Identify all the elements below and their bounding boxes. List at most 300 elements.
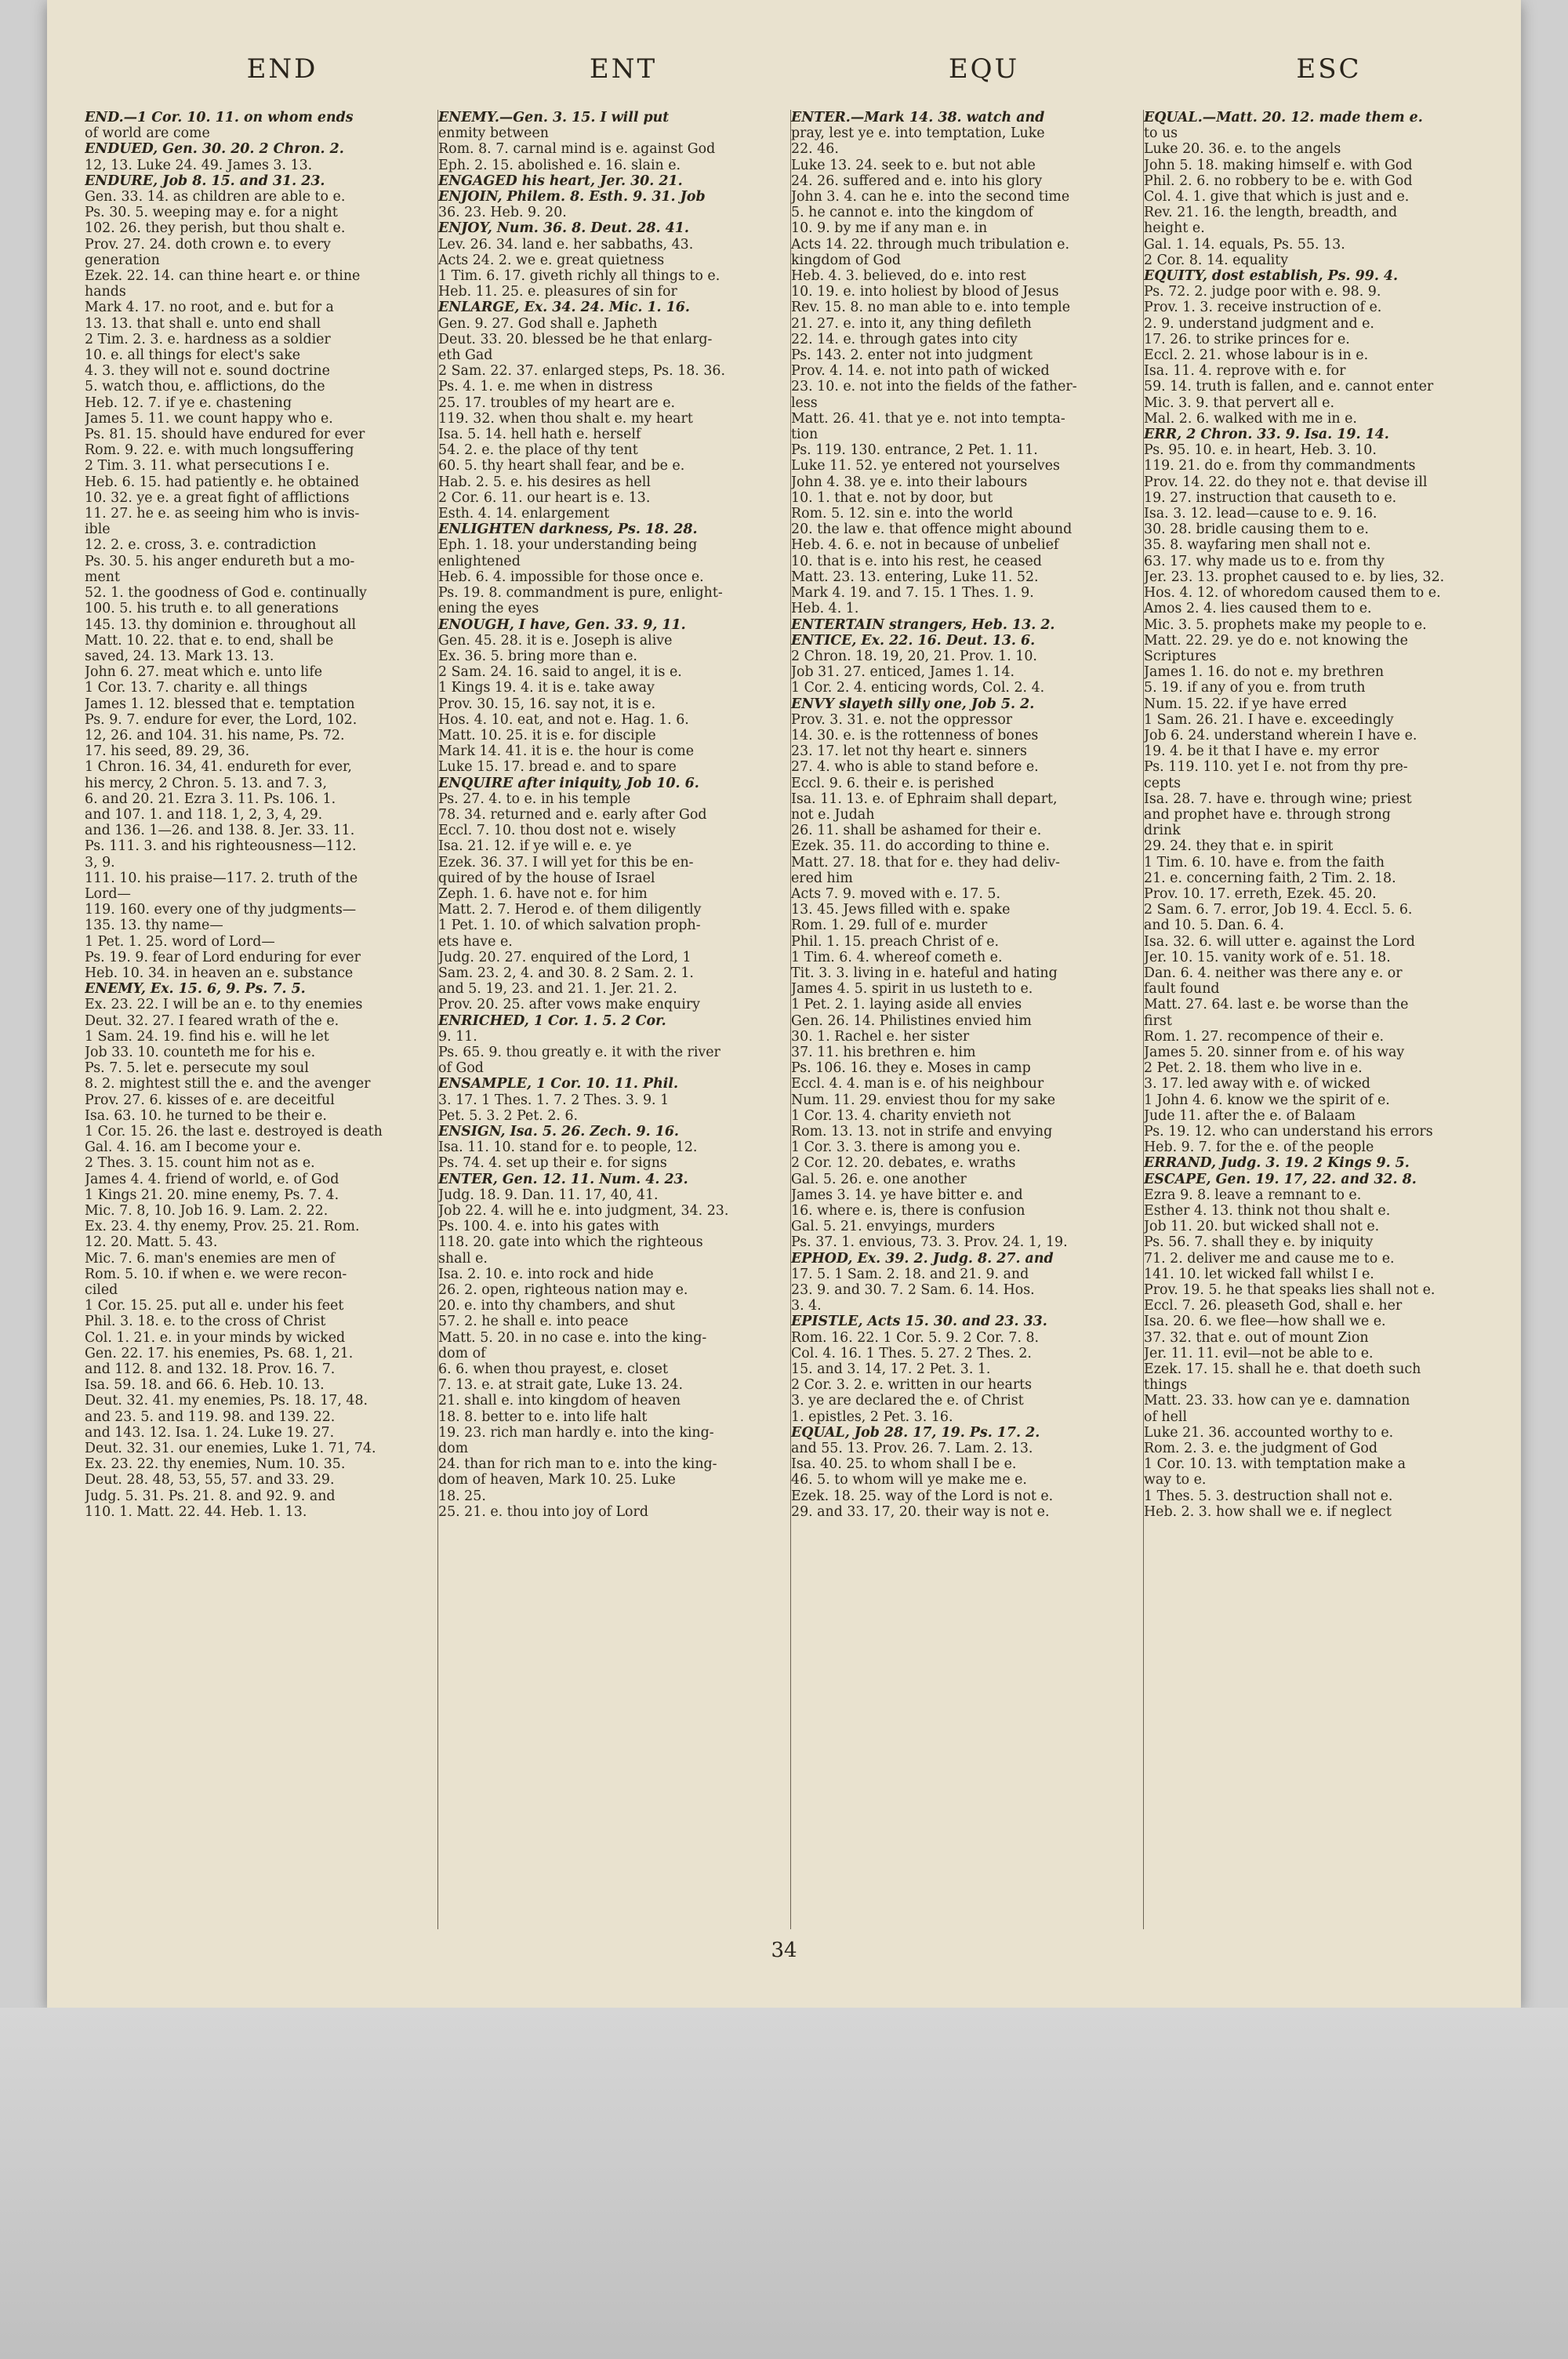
entry-line: Prov. 30. 15, 16. say not, it is e. (438, 696, 656, 712)
entry-line: way to e. (1144, 1472, 1207, 1488)
entry-line: 25. 17. troubles of my heart are e. (438, 394, 676, 411)
entry-line: Rom. 9. 22. e. with much longsuffering (85, 442, 354, 459)
entry-line: 1 Chron. 16. 34, 41. endureth for ever, (85, 759, 352, 776)
entry-line: Heb. 6. 15. had patiently e. he obtained (85, 474, 360, 490)
entry-line: Job 22. 4. will he e. into judgment, 34. 23. (438, 1203, 729, 1219)
entry-line: Mark 4. 17. no root, and e. but for a (85, 300, 334, 316)
entry-line: Prov. 4. 14. e. not into path of wicked (791, 363, 1050, 380)
entry-line: Isa. 3. 12. lead—cause to e. 9. 16. (1144, 506, 1377, 522)
entry-line: and 5. 19, 23. and 21. 1. Jer. 21. 2. (438, 981, 677, 998)
entry-line: 2 Sam. 24. 16. said to angel, it is e. (438, 664, 682, 681)
entry-line: 46. 5. to whom will ye make me e. (791, 1472, 1027, 1488)
entry-line: ENOUGH, I have, Gen. 33. 9, 11. (438, 616, 686, 633)
entry-line: Hab. 2. 5. e. his desires as hell (438, 474, 651, 490)
entry-line: Luke 15. 17. bread e. and to spare (438, 759, 677, 776)
entry-line: James 1. 16. do not e. my brethren (1144, 664, 1385, 681)
entry-line: ered him (791, 870, 853, 886)
entry-line: Gen. 22. 17. his enemies, Ps. 68. 1, 21. (85, 1345, 354, 1361)
entry-line: Isa. 11. 10. stand for e. to people, 12. (438, 1140, 698, 1156)
entry-line: Heb. 12. 7. if ye e. chastening (85, 394, 292, 411)
entry-line: Gal. 1. 14. equals, Ps. 55. 13. (1144, 236, 1345, 253)
entry-line: Isa. 11. 4. reprove with e. for (1144, 363, 1346, 380)
entry-line: 2 Chron. 18. 19, 20, 21. Prov. 1. 10. (791, 648, 1037, 664)
entry-line: Ps. 119. 130. entrance, 2 Pet. 1. 11. (791, 442, 1038, 459)
entry-line: Ps. 19. 12. who can understand his errors (1144, 1124, 1433, 1140)
entry-line: John 4. 38. ye e. into their labours (791, 474, 1028, 490)
entry-line: Mic. 7. 6. man's enemies are men of (85, 1250, 336, 1267)
entry-line: Mic. 7. 8, 10. Job 16. 9. Lam. 2. 22. (85, 1203, 328, 1219)
entry-line: Prov. 3. 31. e. not the oppressor (791, 711, 1013, 728)
entry-line: Eph. 2. 15. abolished e. 16. slain e. (438, 157, 681, 173)
entry-line: Jer. 23. 13. prophet caused to e. by lies, 32. (1144, 569, 1445, 585)
entry-line: 1 Pet. 2. 1. laying aside all envies (791, 997, 1022, 1013)
entry-line: Ex. 23. 22. thy enemies, Num. 10. 35. (85, 1456, 346, 1473)
entry-line: 110. 1. Matt. 22. 44. Heb. 1. 13. (85, 1503, 307, 1520)
entry-line: fault found (1144, 981, 1220, 998)
entry-line: 63. 17. why made us to e. from thy (1144, 553, 1385, 569)
entry-line: Ps. 111. 3. and his righteousness—112. (85, 838, 357, 855)
entry-line: 1 Kings 21. 20. mine enemy, Ps. 7. 4. (85, 1187, 339, 1203)
entry-line: Rom. 5. 12. sin e. into the world (791, 506, 1014, 522)
entry-line: 1 Tim. 6. 10. have e. from the faith (1144, 854, 1385, 871)
entry-line: pray, lest ye e. into temptation, Luke (791, 125, 1045, 142)
entry-line: Ezra 9. 8. leave a remnant to e. (1144, 1187, 1362, 1203)
entry-line: 6. and 20. 21. Ezra 3. 11. Ps. 106. 1. (85, 791, 336, 807)
entry-line: 2 Pet. 2. 18. them who live in e. (1144, 1060, 1363, 1077)
entry-line: ESCAPE, Gen. 19. 17, 22. and 32. 8. (1144, 1171, 1417, 1187)
entry-line: and 23. 5. and 119. 98. and 139. 22. (85, 1408, 336, 1425)
background-surface (0, 2008, 1568, 2359)
entry-line: and 10. 5. Dan. 6. 4. (1144, 918, 1284, 934)
entry-line: 1 Sam. 26. 21. I have e. exceedingly (1144, 711, 1394, 728)
entry-line: Dan. 6. 4. neither was there any e. or (1144, 965, 1403, 981)
entry-line: Phil. 1. 15. preach Christ of e. (791, 933, 1000, 950)
column-2 (437, 110, 782, 1929)
entry-line: Phil. 3. 18. e. to the cross of Christ (85, 1314, 326, 1330)
entry-line: END.—1 Cor. 10. 11. on whom ends (85, 110, 354, 125)
entry-line: Isa. 21. 12. if ye will e. e. ye (438, 838, 632, 855)
entry-line: ENSIGN, Isa. 5. 26. Zech. 9. 16. (438, 1124, 679, 1140)
entry-line: 10. 1. that e. not by door, but (791, 489, 993, 506)
entry-line: Sam. 23. 2, 4. and 30. 8. 2 Sam. 2. 1. (438, 965, 694, 981)
entry-line: Col. 1. 21. e. in your minds by wicked (85, 1329, 346, 1346)
entry-line: Ps. 81. 15. should have endured for ever (85, 427, 365, 443)
entry-line: Eph. 1. 18. your understanding being (438, 537, 698, 554)
entry-line: 1 Tim. 6. 17. giveth richly all things to e. (438, 268, 720, 285)
entry-line: 19. 4. be it that I have e. my error (1144, 743, 1379, 760)
entry-line: 23. 10. e. not into the fields of the father- (791, 379, 1077, 395)
entry-line: 52. 1. the goodness of God e. continually (85, 585, 367, 602)
entry-line: and 107. 1. and 118. 1, 2, 3, 4, 29. (85, 806, 323, 823)
entry-line: Eccl. 7. 26. pleaseth God, shall e. her (1144, 1298, 1403, 1314)
entry-line: 23. 17. let not thy heart e. sinners (791, 743, 1027, 760)
entry-line: 2 Cor. 6. 11. our heart is e. 13. (438, 489, 651, 506)
entry-line: 21. 27. e. into it, any thing defileth (791, 315, 1032, 332)
entry-line: James 5. 11. we count happy who e. (85, 410, 333, 427)
entry-line: 10. e. all things for elect's sake (85, 347, 301, 364)
entry-line: 1 Tim. 6. 4. whereof cometh e. (791, 949, 1003, 965)
entry-line: 37. 11. his brethren e. him (791, 1044, 976, 1060)
entry-line: 1 Cor. 15. 25. put all e. under his feet (85, 1298, 344, 1314)
entry-line: 2 Cor. 12. 20. debates, e. wraths (791, 1155, 1016, 1172)
entry-line: Acts 24. 2. we e. great quietness (438, 252, 665, 268)
entry-line: Amos 2. 4. lies caused them to e. (1144, 601, 1372, 617)
entry-line: dom (438, 1441, 469, 1457)
entry-line: quired of by the house of Israel (438, 870, 655, 886)
entry-line: Ps. 72. 2. judge poor with e. 98. 9. (1144, 284, 1381, 300)
entry-line: dom of heaven, Mark 10. 25. Luke (438, 1472, 676, 1488)
entry-line: Isa. 20. 6. we flee—how shall we e. (1144, 1314, 1386, 1330)
entry-line: 29. 24. they that e. in spirit (1144, 838, 1334, 855)
entry-line: Ps. 37. 1. envious, 73. 3. Prov. 24. 1, 19. (791, 1234, 1068, 1251)
entry-line: Ps. 74. 4. set up their e. for signs (438, 1155, 667, 1172)
entry-line: Ps. 65. 9. thou greatly e. it with the river (438, 1044, 720, 1060)
entry-line: shall e. (438, 1250, 488, 1267)
entry-line: Matt. 2. 7. Herod e. of them diligently (438, 902, 702, 918)
entry-line: ERRAND, Judg. 3. 19. 2 Kings 9. 5. (1144, 1155, 1410, 1172)
entry-line: Mark 14. 41. it is e. the hour is come (438, 743, 695, 760)
entry-line: enmity between (438, 125, 549, 142)
entry-line: Isa. 63. 10. he turned to be their e. (85, 1107, 327, 1124)
entry-line: hands (85, 284, 126, 300)
entry-line: and 136. 1—26. and 138. 8. Jer. 33. 11. (85, 823, 355, 839)
entry-line: 35. 8. wayfaring men shall not e. (1144, 537, 1371, 554)
entry-line: 1 Cor. 10. 13. with temptation make a (1144, 1456, 1406, 1473)
entry-line: 1 Cor. 13. 7. charity e. all things (85, 680, 308, 696)
entry-line: ENTICE, Ex. 22. 16. Deut. 13. 6. (791, 632, 1036, 649)
entry-line: 54. 2. e. the place of thy tent (438, 442, 638, 459)
entry-line: 135. 13. thy name— (85, 918, 223, 934)
entry-line: of world are come (85, 125, 210, 142)
entry-line: Heb. 4. 1. (791, 601, 859, 617)
entry-line: Ps. 27. 4. to e. in his temple (438, 791, 631, 807)
entry-line: Deut. 32. 41. my enemies, Ps. 18. 17, 48. (85, 1393, 368, 1409)
entry-line: 1. epistles, 2 Pet. 3. 16. (791, 1408, 953, 1425)
entry-line: Matt. 10. 22. that e. to end, shall be (85, 632, 334, 649)
entry-line: Jer. 10. 15. vanity work of e. 51. 18. (1144, 949, 1391, 965)
entry-line: 20. e. into thy chambers, and shut (438, 1298, 675, 1314)
entry-line: Ps. 95. 10. e. in heart, Heb. 3. 10. (1144, 442, 1377, 459)
entry-line: Rev. 15. 8. no man able to e. into temple (791, 300, 1071, 316)
entry-line: Ex. 23. 4. thy enemy, Prov. 25. 21. Rom. (85, 1219, 360, 1235)
entry-line: 3, 9. (85, 854, 115, 871)
entry-line: ENTER, Gen. 12. 11. Num. 4. 23. (438, 1171, 688, 1187)
entry-line: Acts 7. 9. moved with e. 17. 5. (791, 885, 1001, 902)
entry-line: and prophet have e. through strong (1144, 806, 1391, 823)
entry-line: and 143. 12. Isa. 1. 24. Luke 19. 27. (85, 1424, 335, 1441)
entry-line: Gen. 33. 14. as children are able to e. (85, 189, 346, 205)
column-1 (85, 110, 428, 1929)
entry-line: Eccl. 4. 4. man is e. of his neighbour (791, 1076, 1044, 1092)
entry-line: Prov. 10. 17. erreth, Ezek. 45. 20. (1144, 885, 1377, 902)
entry-line: Heb. 10. 34. in heaven an e. substance (85, 965, 354, 981)
entry-line: EPISTLE, Acts 15. 30. and 23. 33. (791, 1314, 1047, 1330)
entry-line: ENDURE, Job 8. 15. and 31. 23. (85, 173, 325, 189)
entry-line: Luke 20. 36. e. to the angels (1144, 141, 1341, 158)
entry-line: Ezek. 17. 15. shall he e. that doeth such (1144, 1361, 1421, 1378)
entry-line: 3. ye are declared the e. of Christ (791, 1393, 1024, 1409)
entry-line: ment (85, 569, 120, 585)
entry-line: 18. 25. (438, 1488, 486, 1504)
entry-line: James 5. 20. sinner from e. of his way (1144, 1044, 1405, 1060)
entry-line: 2 Sam. 22. 37. enlarged steps, Ps. 18. 36. (438, 363, 725, 380)
entry-line: Matt. 23. 13. entering, Luke 11. 52. (791, 569, 1039, 585)
entry-line: Prov. 19. 5. he that speaks lies shall not e. (1144, 1282, 1436, 1299)
entry-line: Isa. 11. 13. e. of Ephraim shall depart, (791, 791, 1058, 807)
entry-line: 18. 8. better to e. into life halt (438, 1408, 648, 1425)
entry-line: Matt. 22. 29. ye do e. not knowing the (1144, 632, 1408, 649)
entry-line: 2. 9. understand judgment and e. (1144, 315, 1374, 332)
entry-line: Mic. 3. 5. prophets make my people to e. (1144, 616, 1427, 633)
entry-line: 5. 19. if any of you e. from truth (1144, 680, 1366, 696)
concordance-columns (85, 110, 1488, 1929)
entry-line: 20. the law e. that offence might abound (791, 522, 1073, 538)
entry-line: 7. 13. e. at strait gate, Luke 13. 24. (438, 1377, 683, 1394)
entry-line: John 5. 18. making himself e. with God (1144, 157, 1413, 173)
entry-line: ENEMY, Ex. 15. 6, 9. Ps. 7. 5. (85, 981, 306, 998)
entry-line: ENQUIRE after iniquity, Job 10. 6. (438, 775, 699, 791)
entry-line: Eccl. 7. 10. thou dost not e. wisely (438, 823, 677, 839)
entry-line: Zeph. 1. 6. have not e. for him (438, 885, 648, 902)
entry-line: James 4. 5. spirit in us lusteth to e. (791, 981, 1033, 998)
entry-line: 145. 13. thy dominion e. throughout all (85, 616, 357, 633)
entry-line: things (1144, 1377, 1188, 1394)
entry-line: Num. 15. 22. if ye have erred (1144, 696, 1348, 712)
entry-line: Lev. 26. 34. land e. her sabbaths, 43. (438, 236, 694, 253)
entry-line: 13. 45. Jews filled with e. spake (791, 902, 1011, 918)
entry-line: EQUAL.—Matt. 20. 12. made them e. (1144, 110, 1423, 125)
entry-line: Job 11. 20. but wicked shall not e. (1144, 1219, 1380, 1235)
entry-line: Num. 11. 29. enviest thou for my sake (791, 1092, 1056, 1108)
entry-line: 8. 2. mightest still the e. and the avenger (85, 1076, 371, 1092)
entry-line: Acts 14. 22. through much tribulation e. (791, 236, 1069, 253)
entry-line: 27. 4. who is able to stand before e. (791, 759, 1039, 776)
entry-line: 10. 32. ye e. a great fight of afflictions (85, 489, 350, 506)
entry-line: of God (438, 1060, 484, 1077)
entry-line: Gal. 5. 26. e. one another (791, 1171, 967, 1187)
entry-line: Prov. 27. 24. doth crown e. to every (85, 236, 332, 253)
entry-line: Pet. 5. 3. 2 Pet. 2. 6. (438, 1107, 579, 1124)
entry-line: James 1. 12. blessed that e. temptation (85, 696, 355, 712)
entry-line: 5. he cannot e. into the kingdom of (791, 205, 1033, 221)
entry-line: 5. watch thou, e. afflictions, do the (85, 379, 325, 395)
entry-line: 100. 5. his truth e. to all generations (85, 601, 339, 617)
entry-line: 17. 26. to strike princes for e. (1144, 331, 1350, 347)
entry-line: kingdom of God (791, 252, 901, 268)
entry-line: Ps. 106. 16. they e. Moses in camp (791, 1060, 1031, 1077)
page-number: 34 (771, 1939, 797, 1962)
entry-line: 1 John 4. 6. know we the spirit of e. (1144, 1092, 1390, 1108)
entry-line: Isa. 5. 14. hell hath e. herself (438, 427, 641, 443)
entry-line: 119. 21. do e. from thy commandments (1144, 458, 1416, 474)
entry-line: Deut. 33. 20. blessed be he that enlarg- (438, 331, 713, 347)
entry-line: 12, 13. Luke 24. 49. James 3. 13. (85, 157, 313, 173)
entry-line: 12. 20. Matt. 5. 43. (85, 1234, 218, 1251)
entry-line: 2 Tim. 3. 11. what persecutions I e. (85, 458, 330, 474)
entry-line: Ps. 30. 5. weeping may e. for a night (85, 205, 338, 221)
entry-line: 3. 17. 1 Thes. 1. 7. 2 Thes. 3. 9. 1 (438, 1092, 670, 1108)
entry-line: Rom. 2. 3. e. the judgment of God (1144, 1441, 1377, 1457)
entry-line: Ezek. 18. 25. way of the Lord is not e. (791, 1488, 1054, 1504)
entry-line: 19. 27. instruction that causeth to e. (1144, 489, 1397, 506)
entry-line: drink (1144, 823, 1181, 839)
entry-line: John 6. 27. meat which e. unto life (85, 664, 323, 681)
entry-line: Judg. 18. 9. Dan. 11. 17, 40, 41. (438, 1187, 659, 1203)
entry-line: 2 Tim. 2. 3. e. hardness as a soldier (85, 331, 331, 347)
entry-line: 118. 20. gate into which the righteous (438, 1234, 703, 1251)
column-4 (1143, 110, 1487, 1929)
entry-line: 10. that is e. into his rest, he ceased (791, 553, 1042, 569)
entry-line: Isa. 40. 25. to whom shall I be e. (791, 1456, 1017, 1473)
entry-line: Rom. 8. 7. carnal mind is e. against God (438, 141, 716, 158)
entry-line: Ps. 100. 4. e. into his gates with (438, 1219, 659, 1235)
entry-line: ERR, 2 Chron. 33. 9. Isa. 19. 14. (1144, 427, 1389, 443)
entry-line: Heb. 2. 3. how shall we e. if neglect (1144, 1503, 1392, 1520)
entry-line: 17. his seed, 89. 29, 36. (85, 743, 250, 760)
entry-line: Hos. 4. 10. eat, and not e. Hag. 1. 6. (438, 711, 689, 728)
entry-line: 30. 28. bridle causing them to e. (1144, 522, 1369, 538)
entry-line: enlightened (438, 553, 521, 569)
entry-line: Deut. 32. 31. our enemies, Luke 1. 71, 74. (85, 1441, 376, 1457)
entry-line: ENGAGED his heart, Jer. 30. 21. (438, 173, 683, 189)
entry-line: ets have e. (438, 933, 513, 950)
entry-line: Tit. 3. 3. living in e. hateful and hating (791, 965, 1058, 981)
entry-line: Rom. 1. 27. recompence of their e. (1144, 1028, 1385, 1045)
header-end: END (246, 53, 318, 85)
entry-line: 16. where e. is, there is confusion (791, 1203, 1025, 1219)
entry-line: Matt. 10. 25. it is e. for disciple (438, 727, 656, 743)
entry-line: Ex. 23. 22. I will be an e. to thy enemies (85, 997, 363, 1013)
entry-line: Eccl. 2. 21. whose labour is in e. (1144, 347, 1369, 364)
dictionary-page (47, 0, 1521, 2008)
entry-line: 59. 14. truth is fallen, and e. cannot enter (1144, 379, 1434, 395)
entry-line: 24. 26. suffered and e. into his glory (791, 173, 1043, 189)
entry-line: ENDUED, Gen. 30. 20. 2 Chron. 2. (85, 141, 344, 158)
entry-line: Judg. 20. 27. enquired of the Lord, 1 (438, 949, 691, 965)
entry-line: 23. 9. and 30. 7. 2 Sam. 6. 14. Hos. (791, 1282, 1035, 1299)
entry-line: height e. (1144, 220, 1205, 237)
entry-line: Prov. 20. 25. after vows make enquiry (438, 997, 700, 1013)
entry-line: EQUITY, dost establish, Ps. 99. 4. (1144, 268, 1399, 285)
entry-line: Luke 21. 36. accounted worthy to e. (1144, 1424, 1394, 1441)
entry-line: Deut. 32. 27. I feared wrath of the e. (85, 1012, 339, 1029)
entry-line: ening the eyes (438, 601, 539, 617)
entry-line: 21. shall e. into kingdom of heaven (438, 1393, 681, 1409)
entry-line: Rev. 21. 16. the length, breadth, and (1144, 205, 1398, 221)
entry-line: Esth. 4. 14. enlargement (438, 506, 610, 522)
entry-line: 3. 17. led away with e. of wicked (1144, 1076, 1370, 1092)
entry-line: ENJOY, Num. 36. 8. Deut. 28. 41. (438, 220, 689, 237)
entry-line: Rom. 1. 29. full of e. murder (791, 918, 988, 934)
entry-line: 10. 19. e. into holiest by blood of Jesus (791, 284, 1059, 300)
entry-line: Job 33. 10. counteth me for his e. (85, 1044, 316, 1060)
entry-line: 21. e. concerning faith, 2 Tim. 2. 18. (1144, 870, 1396, 886)
entry-line: 6. 6. when thou prayest, e. closet (438, 1361, 668, 1378)
entry-line: 119. 32. when thou shalt e. my heart (438, 410, 693, 427)
entry-line: Ps. 30. 5. his anger endureth but a mo- (85, 553, 355, 569)
entry-line: Luke 11. 52. ye entered not yourselves (791, 458, 1060, 474)
entry-line: Rom. 5. 10. if when e. we were recon- (85, 1266, 347, 1282)
header-equ: EQU (948, 53, 1020, 85)
entry-line: James 4. 4. friend of world, e. of God (85, 1171, 339, 1187)
entry-line: 1 Kings 19. 4. it is e. take away (438, 680, 655, 696)
header-ent: ENT (589, 53, 658, 85)
entry-line: 2 Cor. 3. 2. e. written in our hearts (791, 1377, 1033, 1394)
entry-line: of hell (1144, 1408, 1188, 1425)
entry-line: 1 Cor. 13. 4. charity envieth not (791, 1107, 1011, 1124)
entry-line: Eccl. 9. 6. their e. is perished (791, 775, 995, 791)
entry-line: Matt. 27. 64. last e. be worse than the (1144, 997, 1409, 1013)
entry-line: EQUAL, Job 28. 17, 19. Ps. 17. 2. (791, 1424, 1040, 1441)
entry-line: 11. 27. he e. as seeing him who is invis- (85, 506, 360, 522)
entry-line: cepts (1144, 775, 1181, 791)
entry-line: 57. 2. he shall e. into peace (438, 1314, 629, 1330)
entry-line: 12. 2. e. cross, 3. e. contradiction (85, 537, 317, 554)
entry-line: 2 Sam. 6. 7. error, Job 19. 4. Eccl. 5. 6. (1144, 902, 1413, 918)
entry-line: Matt. 27. 18. that for e. they had deliv- (791, 854, 1061, 871)
entry-line: Mic. 3. 9. that pervert all e. (1144, 394, 1335, 411)
entry-line: Mark 4. 19. and 7. 15. 1 Thes. 1. 9. (791, 585, 1034, 602)
entry-line: Mal. 2. 6. walked with me in e. (1144, 410, 1357, 427)
entry-line: 19. 23. rich man hardly e. into the king- (438, 1424, 714, 1441)
entry-line: Ps. 19. 9. fear of Lord enduring for ever (85, 949, 361, 965)
entry-line: 26. 11. shall be ashamed for their e. (791, 823, 1042, 839)
entry-line: ENSAMPLE, 1 Cor. 10. 11. Phil. (438, 1076, 678, 1092)
entry-line: Ps. 19. 8. commandment is pure, enlight- (438, 585, 723, 602)
entry-line: 1 Sam. 24. 19. find his e. will he let (85, 1028, 329, 1045)
entry-line: Col. 4. 1. give that which is just and e. (1144, 189, 1410, 205)
entry-line: Matt. 23. 33. how can ye e. damnation (1144, 1393, 1410, 1409)
entry-line: Ezek. 22. 14. can thine heart e. or thine (85, 268, 361, 285)
entry-line: ciled (85, 1282, 118, 1299)
entry-line: 36. 23. Heb. 9. 20. (438, 205, 567, 221)
entry-line: 2 Thes. 3. 15. count him not as e. (85, 1155, 315, 1172)
entry-line: Prov. 14. 22. do they not e. that devise ill (1144, 474, 1428, 490)
entry-line: not e. Judah (791, 806, 875, 823)
entry-line: Prov. 27. 6. kisses of e. are deceitful (85, 1092, 335, 1108)
entry-line: EPHOD, Ex. 39. 2. Judg. 8. 27. and (791, 1250, 1054, 1267)
entry-line: Jude 11. after the e. of Balaam (1144, 1107, 1356, 1124)
entry-line: 1 Pet. 1. 25. word of Lord— (85, 933, 275, 950)
entry-line: Hos. 4. 12. of whoredom caused them to e. (1144, 585, 1441, 602)
entry-line: Ezek. 36. 37. I will yet for this be en- (438, 854, 694, 871)
entry-line: generation (85, 252, 160, 268)
entry-line: Rom. 16. 22. 1 Cor. 5. 9. 2 Cor. 7. 8. (791, 1329, 1040, 1346)
entry-line: ENLARGE, Ex. 34. 24. Mic. 1. 16. (438, 300, 690, 316)
entry-line: 9. 11. (438, 1028, 477, 1045)
entry-line: 60. 5. thy heart shall fear, and be e. (438, 458, 685, 474)
entry-line: Heb. 6. 4. impossible for those once e. (438, 569, 704, 585)
entry-line: 10. 9. by me if any man e. in (791, 220, 988, 237)
entry-line: Gal. 5. 21. envyings, murders (791, 1219, 995, 1235)
column-3 (790, 110, 1134, 1929)
entry-line: 1 Cor. 3. 3. there is among you e. (791, 1140, 1021, 1156)
entry-line: Gen. 26. 14. Philistines envied him (791, 1012, 1032, 1029)
entry-line: ENLIGHTEN darkness, Ps. 18. 28. (438, 522, 698, 538)
entry-line: 15. and 3. 14, 17. 2 Pet. 3. 1. (791, 1361, 991, 1378)
entry-line: Ps. 119. 110. yet I e. not from thy pre- (1144, 759, 1408, 776)
entry-line: Rom. 13. 13. not in strife and envying (791, 1124, 1053, 1140)
entry-line: 71. 2. deliver me and cause me to e. (1144, 1250, 1395, 1267)
entry-line: 12, 26. and 104. 31. his name, Ps. 72. (85, 727, 345, 743)
entry-line: Isa. 2. 10. e. into rock and hide (438, 1266, 654, 1282)
entry-line: 13. 13. that shall e. unto end shall (85, 315, 321, 332)
entry-line: Ps. 56. 7. shall they e. by iniquity (1144, 1234, 1374, 1251)
entry-line: 4. 3. they will not e. sound doctrine (85, 363, 330, 380)
entry-line: 22. 14. e. through gates into city (791, 331, 1018, 347)
header-esc: ESC (1296, 53, 1362, 85)
entry-line: ible (85, 522, 111, 538)
